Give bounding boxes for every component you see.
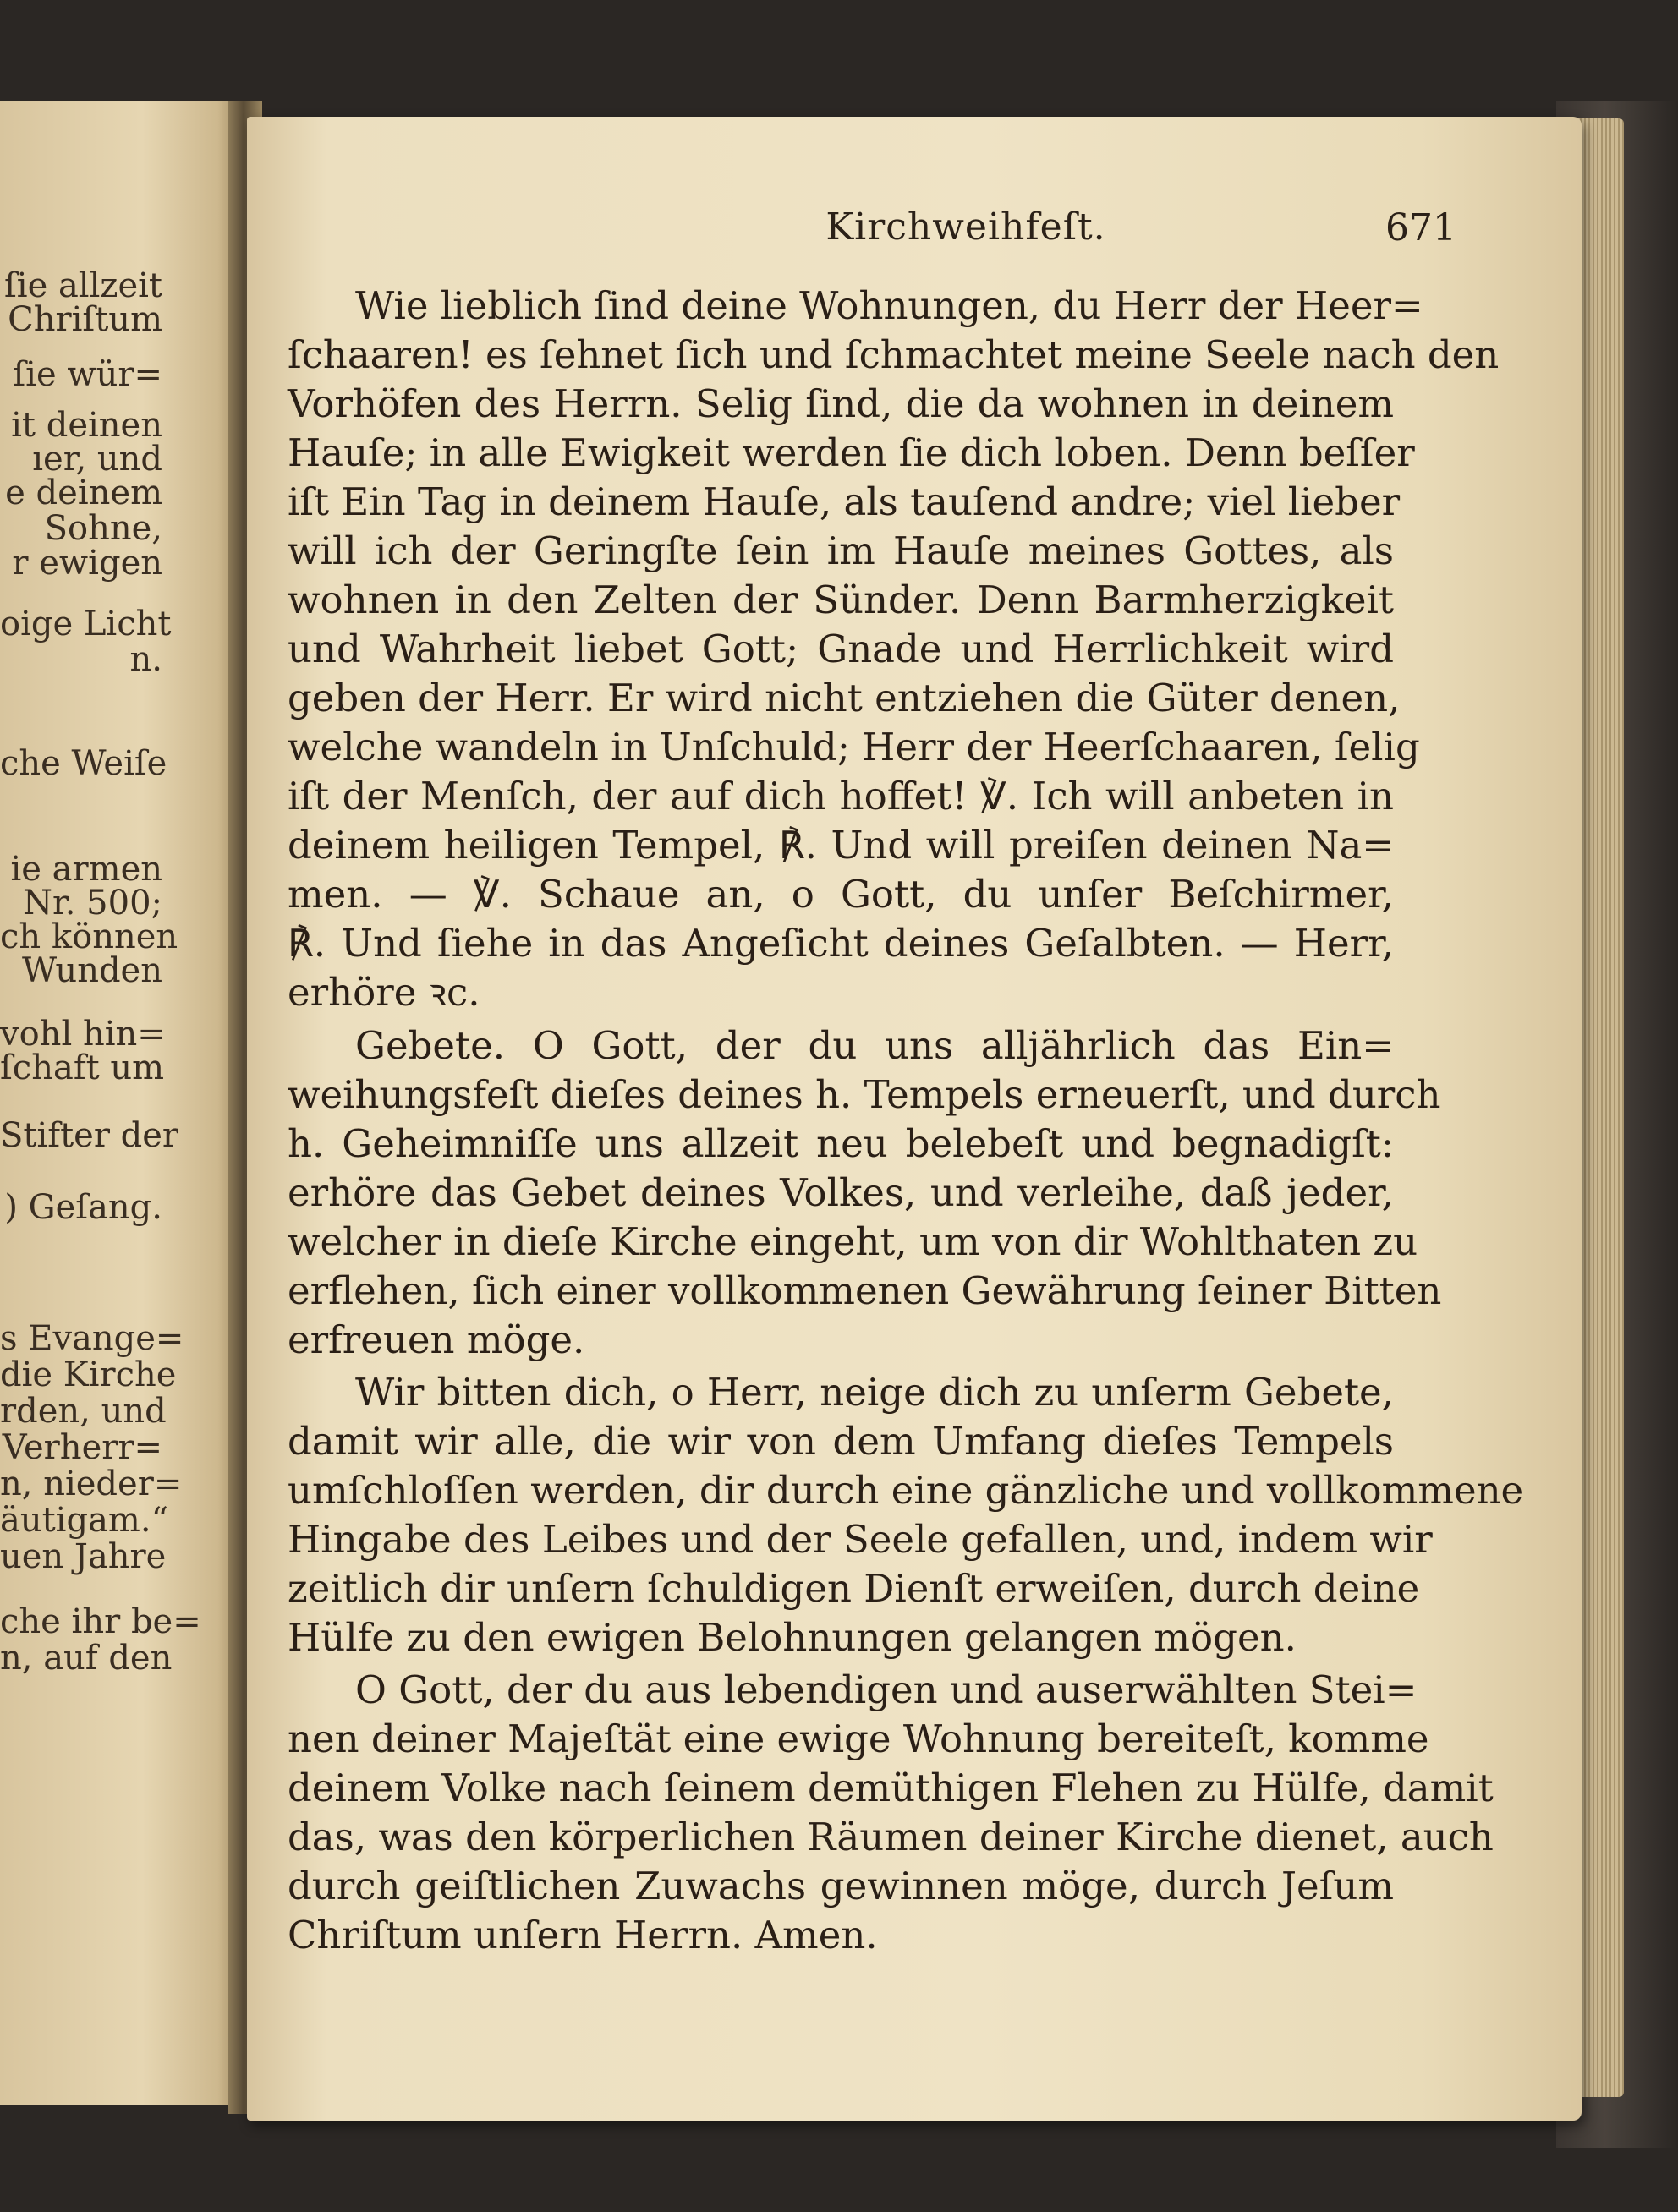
text-line: nen deiner Majeſtät eine ewige Wohnung bereiteſt, komme <box>288 1716 1429 1761</box>
left-page-line: n, auf den <box>0 1639 173 1678</box>
text-line: ſchaaren! es ſehnet ſich und ſchmachtet meine Seele nach den <box>288 332 1500 377</box>
page-number: 671 <box>1385 206 1456 249</box>
text-line: ℟. Und ſiehe in das Angeſicht deines Geſalbten. — Herr, <box>288 921 1394 966</box>
text-line: erfreuen möge. <box>288 1317 585 1362</box>
text-line: Wir bitten dich, o Herr, neige dich zu unſerm Gebete, <box>355 1370 1394 1415</box>
text-line: erhöre das Gebet deines Volkes, und verleihe, daß jeder, <box>288 1170 1394 1215</box>
left-page-line: it deinen <box>11 406 162 445</box>
left-page-line: uen Jahre <box>0 1537 167 1576</box>
running-title: Kirchweihfeſt. <box>825 205 1106 249</box>
left-page-line: Sohne, <box>44 509 162 548</box>
text-line: umſchloſſen werden, dir durch eine gänzliche und vollkommene <box>288 1468 1524 1513</box>
left-page-line: ſie wür= <box>13 355 162 394</box>
text-line: Hingabe des Leibes und der Seele gefallen, und, indem wir <box>288 1517 1433 1562</box>
left-page-line: ıer, und <box>32 440 162 479</box>
text-line: h. Geheimniſſe uns allzeit neu belebeſt und begnadigſt: <box>288 1121 1394 1166</box>
left-page-line: ch können <box>0 917 178 956</box>
left-page-line: oige Licht <box>0 605 172 643</box>
text-line: weihungsfeſt dieſes deines h. Tempels erneuerſt, und durch <box>288 1072 1441 1117</box>
text-line: erflehen, ſich einer vollkommenen Gewährung ſeiner Bitten <box>288 1268 1442 1313</box>
text-line: damit wir alle, die wir von dem Umfang dieſes Tempels <box>288 1419 1394 1464</box>
text-line: Vorhöfen des Herrn. Selig ſind, die da wohnen in deinem <box>288 381 1394 426</box>
text-line: Chriſtum unſern Herrn. Amen. <box>288 1913 878 1957</box>
book-page <box>247 117 1582 2121</box>
text-line: durch geiſtlichen Zuwachs gewinnen möge, durch Jeſum <box>288 1864 1394 1908</box>
text-line: und Wahrheit liebet Gott; Gnade und Herrlichkeit wird <box>288 627 1394 671</box>
text-line: Gebete. O Gott, der du uns alljährlich das Ein= <box>355 1023 1394 1068</box>
text-line: iſt der Menſch, der auf dich hoffet! ℣. Ich will anbeten in <box>288 774 1394 819</box>
text-line: zeitlich dir unſern ſchuldigen Dienſt erweiſen, durch deine <box>288 1566 1420 1611</box>
left-page-line: äutigam.“ <box>0 1501 169 1540</box>
left-page-line: Chriſtum <box>8 300 162 339</box>
text-line: men. — ℣. Schaue an, o Gott, du unſer Beſchirmer, <box>288 872 1394 917</box>
left-page-line: n, nieder= <box>0 1465 183 1503</box>
left-page-line: s Evange= <box>0 1319 184 1358</box>
left-page-line: ſie allzeit <box>3 266 162 305</box>
text-line: deinem Volke nach ſeinem demüthigen Flehen zu Hülfe, damit <box>288 1766 1494 1810</box>
left-page-line: ie armen <box>10 850 162 889</box>
left-page <box>0 101 237 2105</box>
text-line: Hauſe; in alle Ewigkeit werden ſie dich loben. Denn beſſer <box>288 430 1415 475</box>
text-line: welcher in dieſe Kirche eingeht, um von dir Wohlthaten zu <box>288 1219 1418 1264</box>
text-line: welche wandeln in Unſchuld; Herr der Heerſchaaren, ſelig <box>288 725 1420 769</box>
text-line: geben der Herr. Er wird nicht entziehen die Güter denen, <box>288 676 1401 720</box>
text-line: O Gott, der du aus lebendigen und auserwählten Stei= <box>355 1667 1418 1712</box>
text-line: will ich der Geringſte ſein im Hauſe meines Gottes, als <box>288 528 1394 573</box>
left-page-line: ſchaft um <box>0 1049 165 1087</box>
text-line: das, was den körperlichen Räumen deiner Kirche dienet, auch <box>288 1815 1494 1859</box>
left-page-line: che Weiſe <box>0 744 167 783</box>
text-line: Hülfe zu den ewigen Belohnungen gelangen mögen. <box>288 1615 1297 1660</box>
left-page-line: die Kirche <box>0 1355 177 1394</box>
left-page-line: e deinem <box>5 474 162 512</box>
left-page-line: vohl hin= <box>0 1015 166 1054</box>
text-line: iſt Ein Tag in deinem Hauſe, als tauſend andre; viel lieber <box>288 479 1401 524</box>
text-line: Wie lieblich ſind deine Wohnungen, du Herr der Heer= <box>355 283 1423 328</box>
text-line: deinem heiligen Tempel, ℟. Und will preiſen deinen Na= <box>288 823 1394 868</box>
left-page-line: Wunden <box>21 951 162 990</box>
left-page-line: ) Geſang. <box>4 1188 162 1227</box>
text-line: wohnen in den Zelten der Sünder. Denn Barmherzigkeit <box>288 578 1394 622</box>
left-page-line: rden, und <box>0 1392 167 1431</box>
left-page-line: che ihr be= <box>0 1602 201 1641</box>
text-line: erhöre ꝛc. <box>288 970 480 1015</box>
left-page-line: r ewigen <box>12 544 162 583</box>
left-page-line: n. <box>129 640 162 679</box>
left-page-line: Nr. 500; <box>23 884 162 923</box>
left-page-line: Verherr= <box>2 1428 162 1467</box>
left-page-line: Stifter der <box>0 1116 179 1155</box>
